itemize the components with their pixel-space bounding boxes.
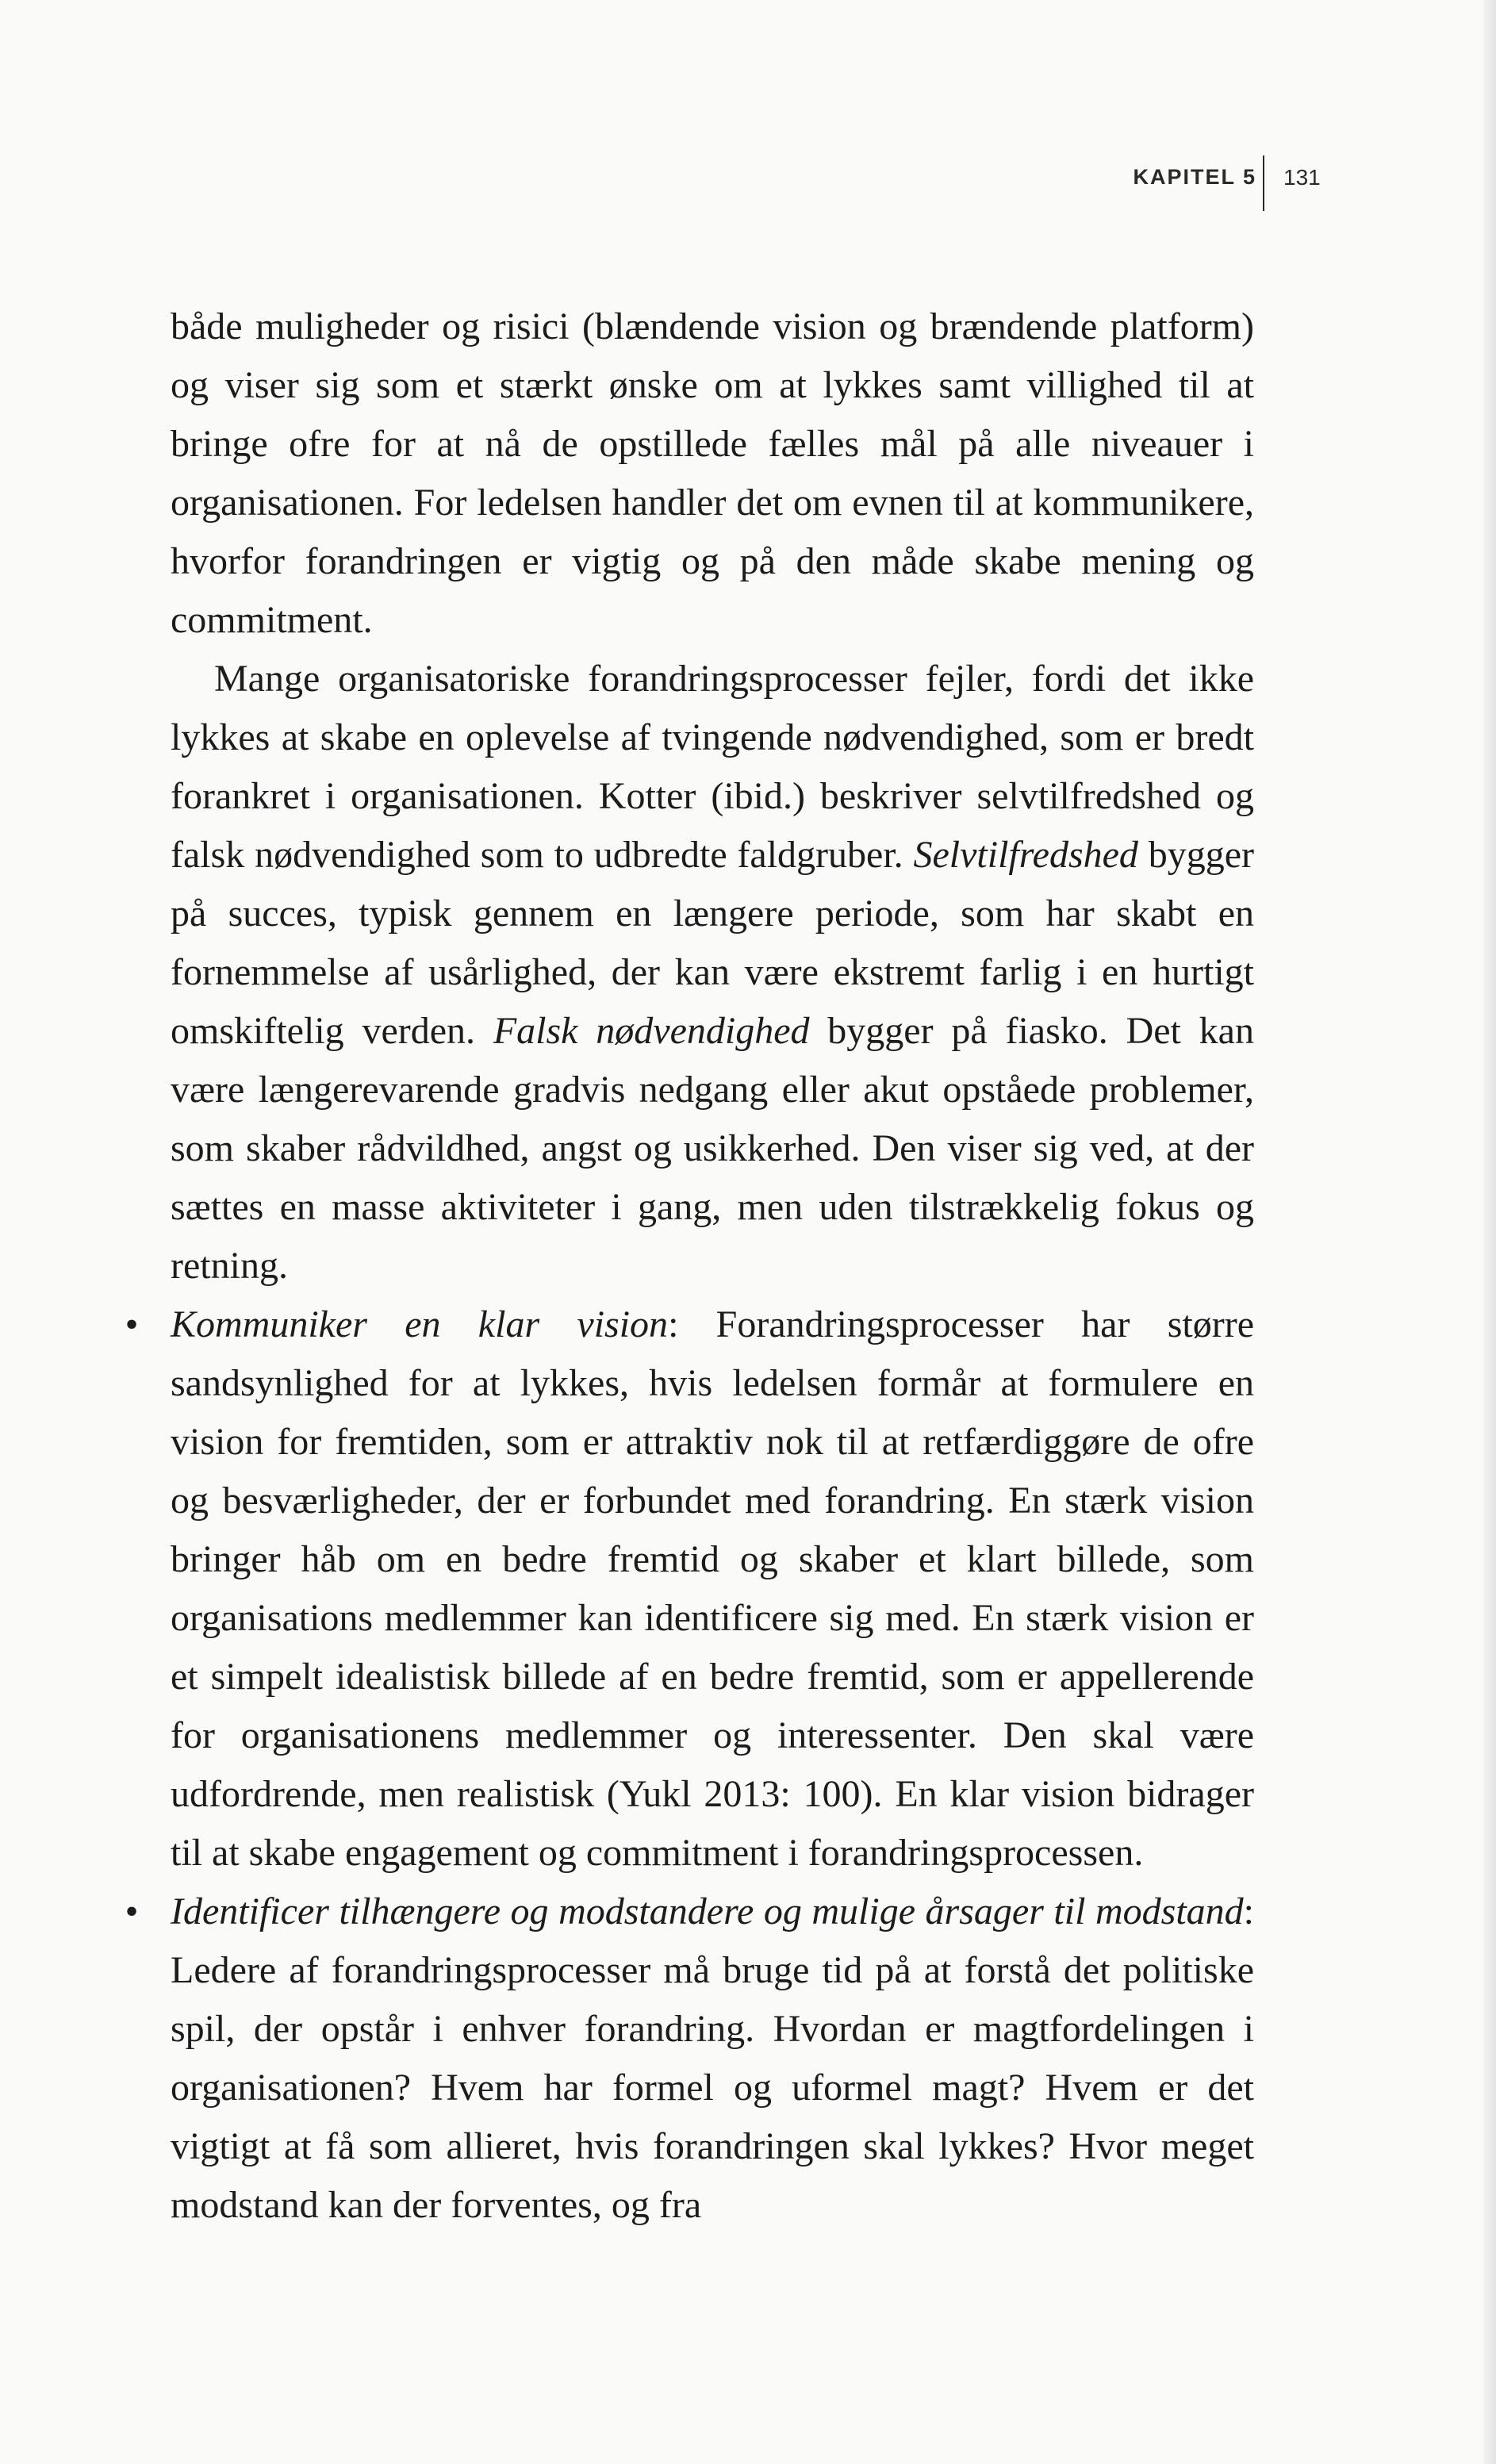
term-falsk-noedvendighed: Falsk nødvendighed (493, 1010, 810, 1052)
bullet-item-vision (125, 1295, 1255, 1883)
running-head (1031, 155, 1348, 211)
bullet-text: : Forandringsprocesser har større sandsynlighed for at lykkes, hvis ledelsen formår at formulere en vision for fremtiden, som er attraktiv nok til at retfærdiggøre de ofre og besværligheder, der er forbundet med forandring. En stærk vision bringer håb om en bedre fremtid og skaber et klart billede, som organisations medlemmer kan identificere sig med. En stærk vision er et simpelt idealistisk billede af en bedre fremtid, som er appellerende for organisationens medlemmer og interessenter. Den skal være udfordrende, men realistisk (Yukl 2013: 100). En klar vision bidrager til at skabe engagement og commitment i forandringsprocessen. (171, 1303, 1255, 1874)
page-edge-shadow (1483, 0, 1496, 2464)
bullet-term: Identificer tilhængere og modstandere og mulige årsager til modstand (171, 1890, 1244, 1932)
bullet-list (125, 1295, 1255, 2235)
paragraph-faldgruber (171, 650, 1254, 1295)
term-selvtilfredshed: Selvtilfredshed (913, 834, 1138, 876)
paragraph-continuation: både muligheder og risici (blændende vision og brændende platform) og viser sig som et stærkt ønske om at lykkes samt villighed til at bringe ofre for at nå de opstillede fælles mål på alle niveauer i organisationen. For ledelsen handler det om evnen til at kommunikere, hvorfor forandringen er vigtig og på den måde skabe mening og commitment. (171, 305, 1254, 641)
chapter-label: KAPITEL 5 (1133, 165, 1256, 189)
paragraph-text: bygger på succes, typisk gennem en længere periode, som har skabt en fornemmelse af usårlighed, der kan være ekstremt farlig i en hurtigt omskiftelig verden. (171, 834, 1255, 1052)
paragraph-text: bygger på fiasko. Det kan være længerevarende gradvis nedgang eller akut opståede problemer, som skaber rådvildhed, angst og usikkerhed. Den viser sig ved, at der sættes en masse aktiviteter i gang, men uden tilstrækkelig fokus og retning. (171, 1010, 1254, 1287)
bullet-term: Kommuniker en klar vision (171, 1303, 669, 1345)
bullet-icon: • (125, 1890, 139, 1932)
page-number: 131 (1283, 165, 1321, 190)
header-divider (1263, 155, 1264, 211)
paragraph-text: Mange organisatoriske forandringsprocesser fejler, fordi det ikke lykkes at skabe en oplevelse af tvingende nødvendighed, som er bredt forankret i organisationen. Kotter (ibid.) beskriver selvtilfredshed og falsk nødvendighed som to udbredte faldgruber. (171, 658, 1254, 876)
body-text (125, 297, 1255, 2235)
bullet-item-modstand (125, 1883, 1254, 2235)
bullet-icon: • (125, 1303, 139, 1345)
bullet-text: : Ledere af forandringsprocesser må bruge tid på at forstå det politiske spil, der opstår i enhver forandring. Hvordan er magtfordelingen i organisationen? Hvem har formel og uformel magt? Hvem er det vigtigt at få som allieret, hvis forandringen skal lykkes? Hvor meget modstand kan der forventes, og fra (171, 1890, 1254, 2226)
